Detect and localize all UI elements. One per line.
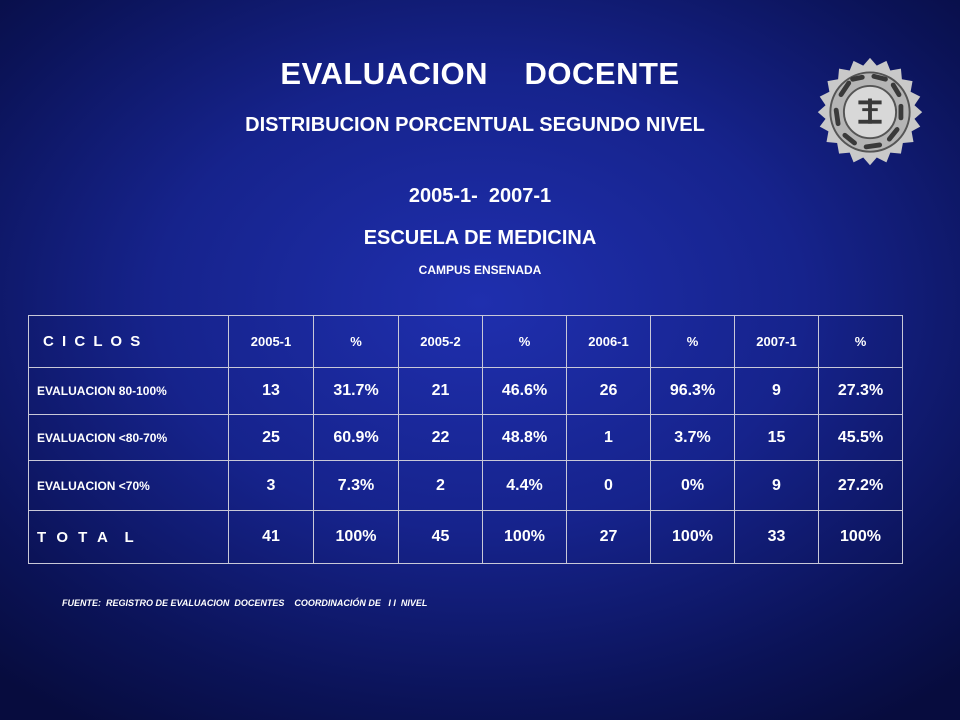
table-cell: 96.3%: [651, 368, 735, 415]
column-header: %: [819, 316, 903, 368]
table-cell: 25: [229, 415, 314, 461]
column-header: %: [651, 316, 735, 368]
evaluation-table: [28, 315, 903, 564]
total-cell: 100%: [819, 511, 903, 564]
source-note: FUENTE: REGISTRO DE EVALUACION DOCENTES COORDINACIÓN DE I I NIVEL: [62, 598, 428, 608]
table-cell: 31.7%: [314, 368, 399, 415]
table-cell: 27.3%: [819, 368, 903, 415]
total-cell: 100%: [314, 511, 399, 564]
table-cell: 45.5%: [819, 415, 903, 461]
total-cell: 27: [567, 511, 651, 564]
table-cell: 4.4%: [483, 461, 567, 511]
total-cell: 45: [399, 511, 483, 564]
column-header: %: [314, 316, 399, 368]
total-cell: 33: [735, 511, 819, 564]
table-cell: 13: [229, 368, 314, 415]
table-row: [29, 368, 903, 415]
table-cell: 7.3%: [314, 461, 399, 511]
table-cell: 46.6%: [483, 368, 567, 415]
table-total-row: [29, 511, 903, 564]
column-header: %: [483, 316, 567, 368]
table-cell: 2: [399, 461, 483, 511]
table-cell: 21: [399, 368, 483, 415]
table-cell: 3.7%: [651, 415, 735, 461]
row-label: EVALUACION 80-100%: [29, 368, 229, 415]
campus-name: CAMPUS ENSENADA: [418, 263, 542, 277]
table-cell: 15: [735, 415, 819, 461]
table-cell: 22: [399, 415, 483, 461]
column-header: 2005-2: [399, 316, 483, 368]
page-subtitle: DISTRIBUCION PORCENTUAL SEGUNDO NIVEL: [245, 114, 705, 136]
column-header: C I C L O S: [29, 316, 229, 368]
table-cell: 0%: [651, 461, 735, 511]
column-header: 2006-1: [567, 316, 651, 368]
table-cell: 27.2%: [819, 461, 903, 511]
total-cell: 100%: [483, 511, 567, 564]
table-cell: 48.8%: [483, 415, 567, 461]
table-header-row: [29, 316, 903, 368]
column-header: 2007-1: [735, 316, 819, 368]
table-cell: 3: [229, 461, 314, 511]
total-cell: 41: [229, 511, 314, 564]
table-cell: 9: [735, 368, 819, 415]
table-row: [29, 415, 903, 461]
table-cell: 9: [735, 461, 819, 511]
table-cell: 0: [567, 461, 651, 511]
table-cell: 1: [567, 415, 651, 461]
row-label: EVALUACION <80-70%: [29, 415, 229, 461]
row-label: EVALUACION <70%: [29, 461, 229, 511]
column-header: 2005-1: [229, 316, 314, 368]
table-cell: 60.9%: [314, 415, 399, 461]
total-label: T O T A L: [29, 511, 229, 564]
table-row: [29, 461, 903, 511]
page-title: EVALUACION DOCENTE: [280, 56, 680, 91]
period-range: 2005-1- 2007-1: [408, 185, 552, 207]
university-seal-icon: [812, 56, 928, 172]
table-cell: 26: [567, 368, 651, 415]
school-name: ESCUELA DE MEDICINA: [363, 227, 597, 249]
total-cell: 100%: [651, 511, 735, 564]
